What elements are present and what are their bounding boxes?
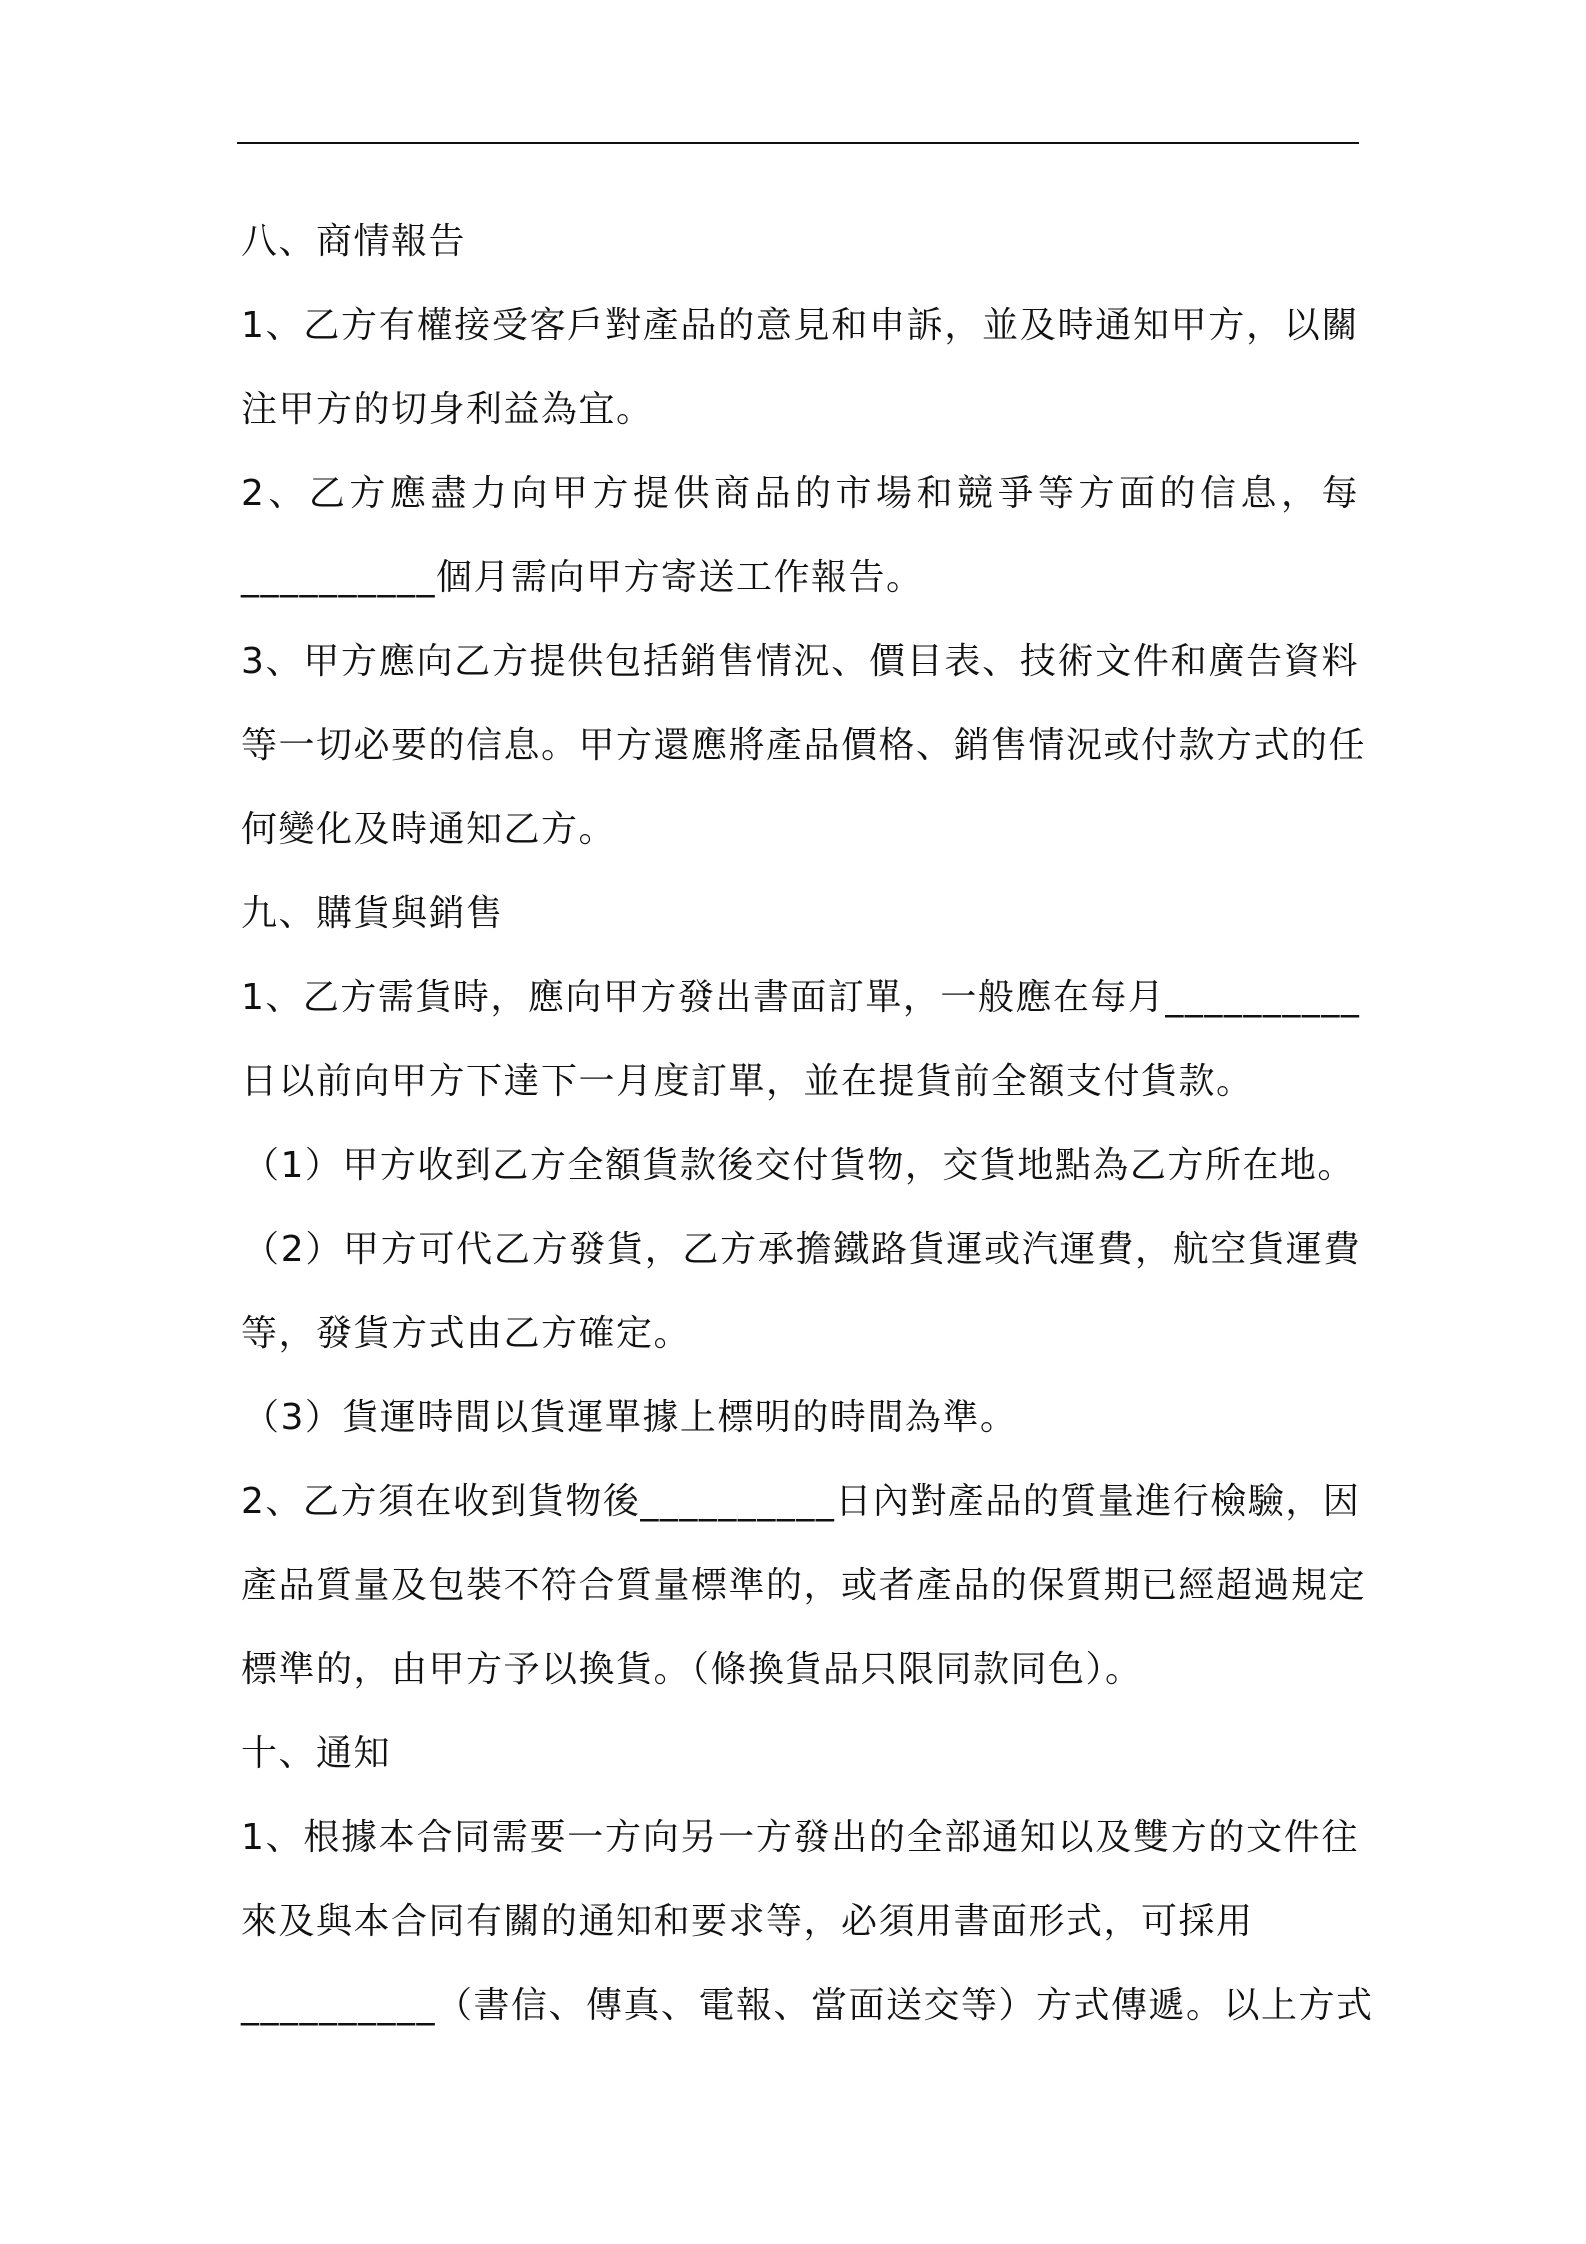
paragraph-line: 日以前向甲方下達下一月度訂單，並在提貨前全額支付貨款。 [241,1061,1254,1102]
paragraph-line: 2、乙方須在收到貨物後__________日內對產品的質量進行檢驗，因 [241,1481,1361,1522]
list-item-line: （1）甲方收到乙方全額貨款後交付貨物，交貨地點為乙方所在地。 [243,1145,1355,1186]
section-heading-business-report: 八、商情報告 [241,221,467,262]
paragraph-line: 3、甲方應向乙方提供包括銷售情況、價目表、技術文件和廣告資料 [241,641,1359,682]
paragraph-line: 產品質量及包裝不符合質量標準的，或者產品的保質期已經超過規定 [241,1565,1367,1606]
section-heading-purchase-and-sales: 九、購貨與銷售 [241,893,504,934]
paragraph-line: 2、乙方應盡力向甲方提供商品的市場和競爭等方面的信息，每 [241,473,1359,514]
header-divider [237,142,1359,144]
paragraph-line: 1、根據本合同需要一方向另一方發出的全部通知以及雙方的文件往 [241,1817,1359,1858]
paragraph-line: 注甲方的切身利益為宜。 [241,389,654,430]
list-item-line: 等，發貨方式由乙方確定。 [241,1313,692,1354]
paragraph-line: 1、乙方需貨時，應向甲方發出書面訂單，一般應在每月__________ [241,977,1361,1018]
section-heading-notice: 十、通知 [241,1733,392,1774]
paragraph-line: 來及與本合同有關的通知和要求等，必須用書面形式，可採用 [241,1901,1254,1942]
paragraph-line: __________（書信、傳真、電報、當面送交等）方式傳遞。以上方式 [241,1985,1374,2026]
list-item-line: （2）甲方可代乙方發貨，乙方承擔鐵路貨運或汽運費，航空貨運費 [243,1229,1361,1270]
paragraph-line: 等一切必要的信息。甲方還應將產品價格、銷售情況或付款方式的任 [241,725,1367,766]
list-item-line: （3）貨運時間以貨運單據上標明的時間為準。 [243,1397,1018,1438]
paragraph-line: 標準的，由甲方予以換貨。（條換貨品只限同款同色）。 [241,1649,1143,1690]
paragraph-line: 何變化及時通知乙方。 [241,809,617,850]
paragraph-line: 1、乙方有權接受客戶對產品的意見和申訴，並及時通知甲方，以關 [241,305,1359,346]
paragraph-line: __________個月需向甲方寄送工作報告。 [241,557,924,598]
